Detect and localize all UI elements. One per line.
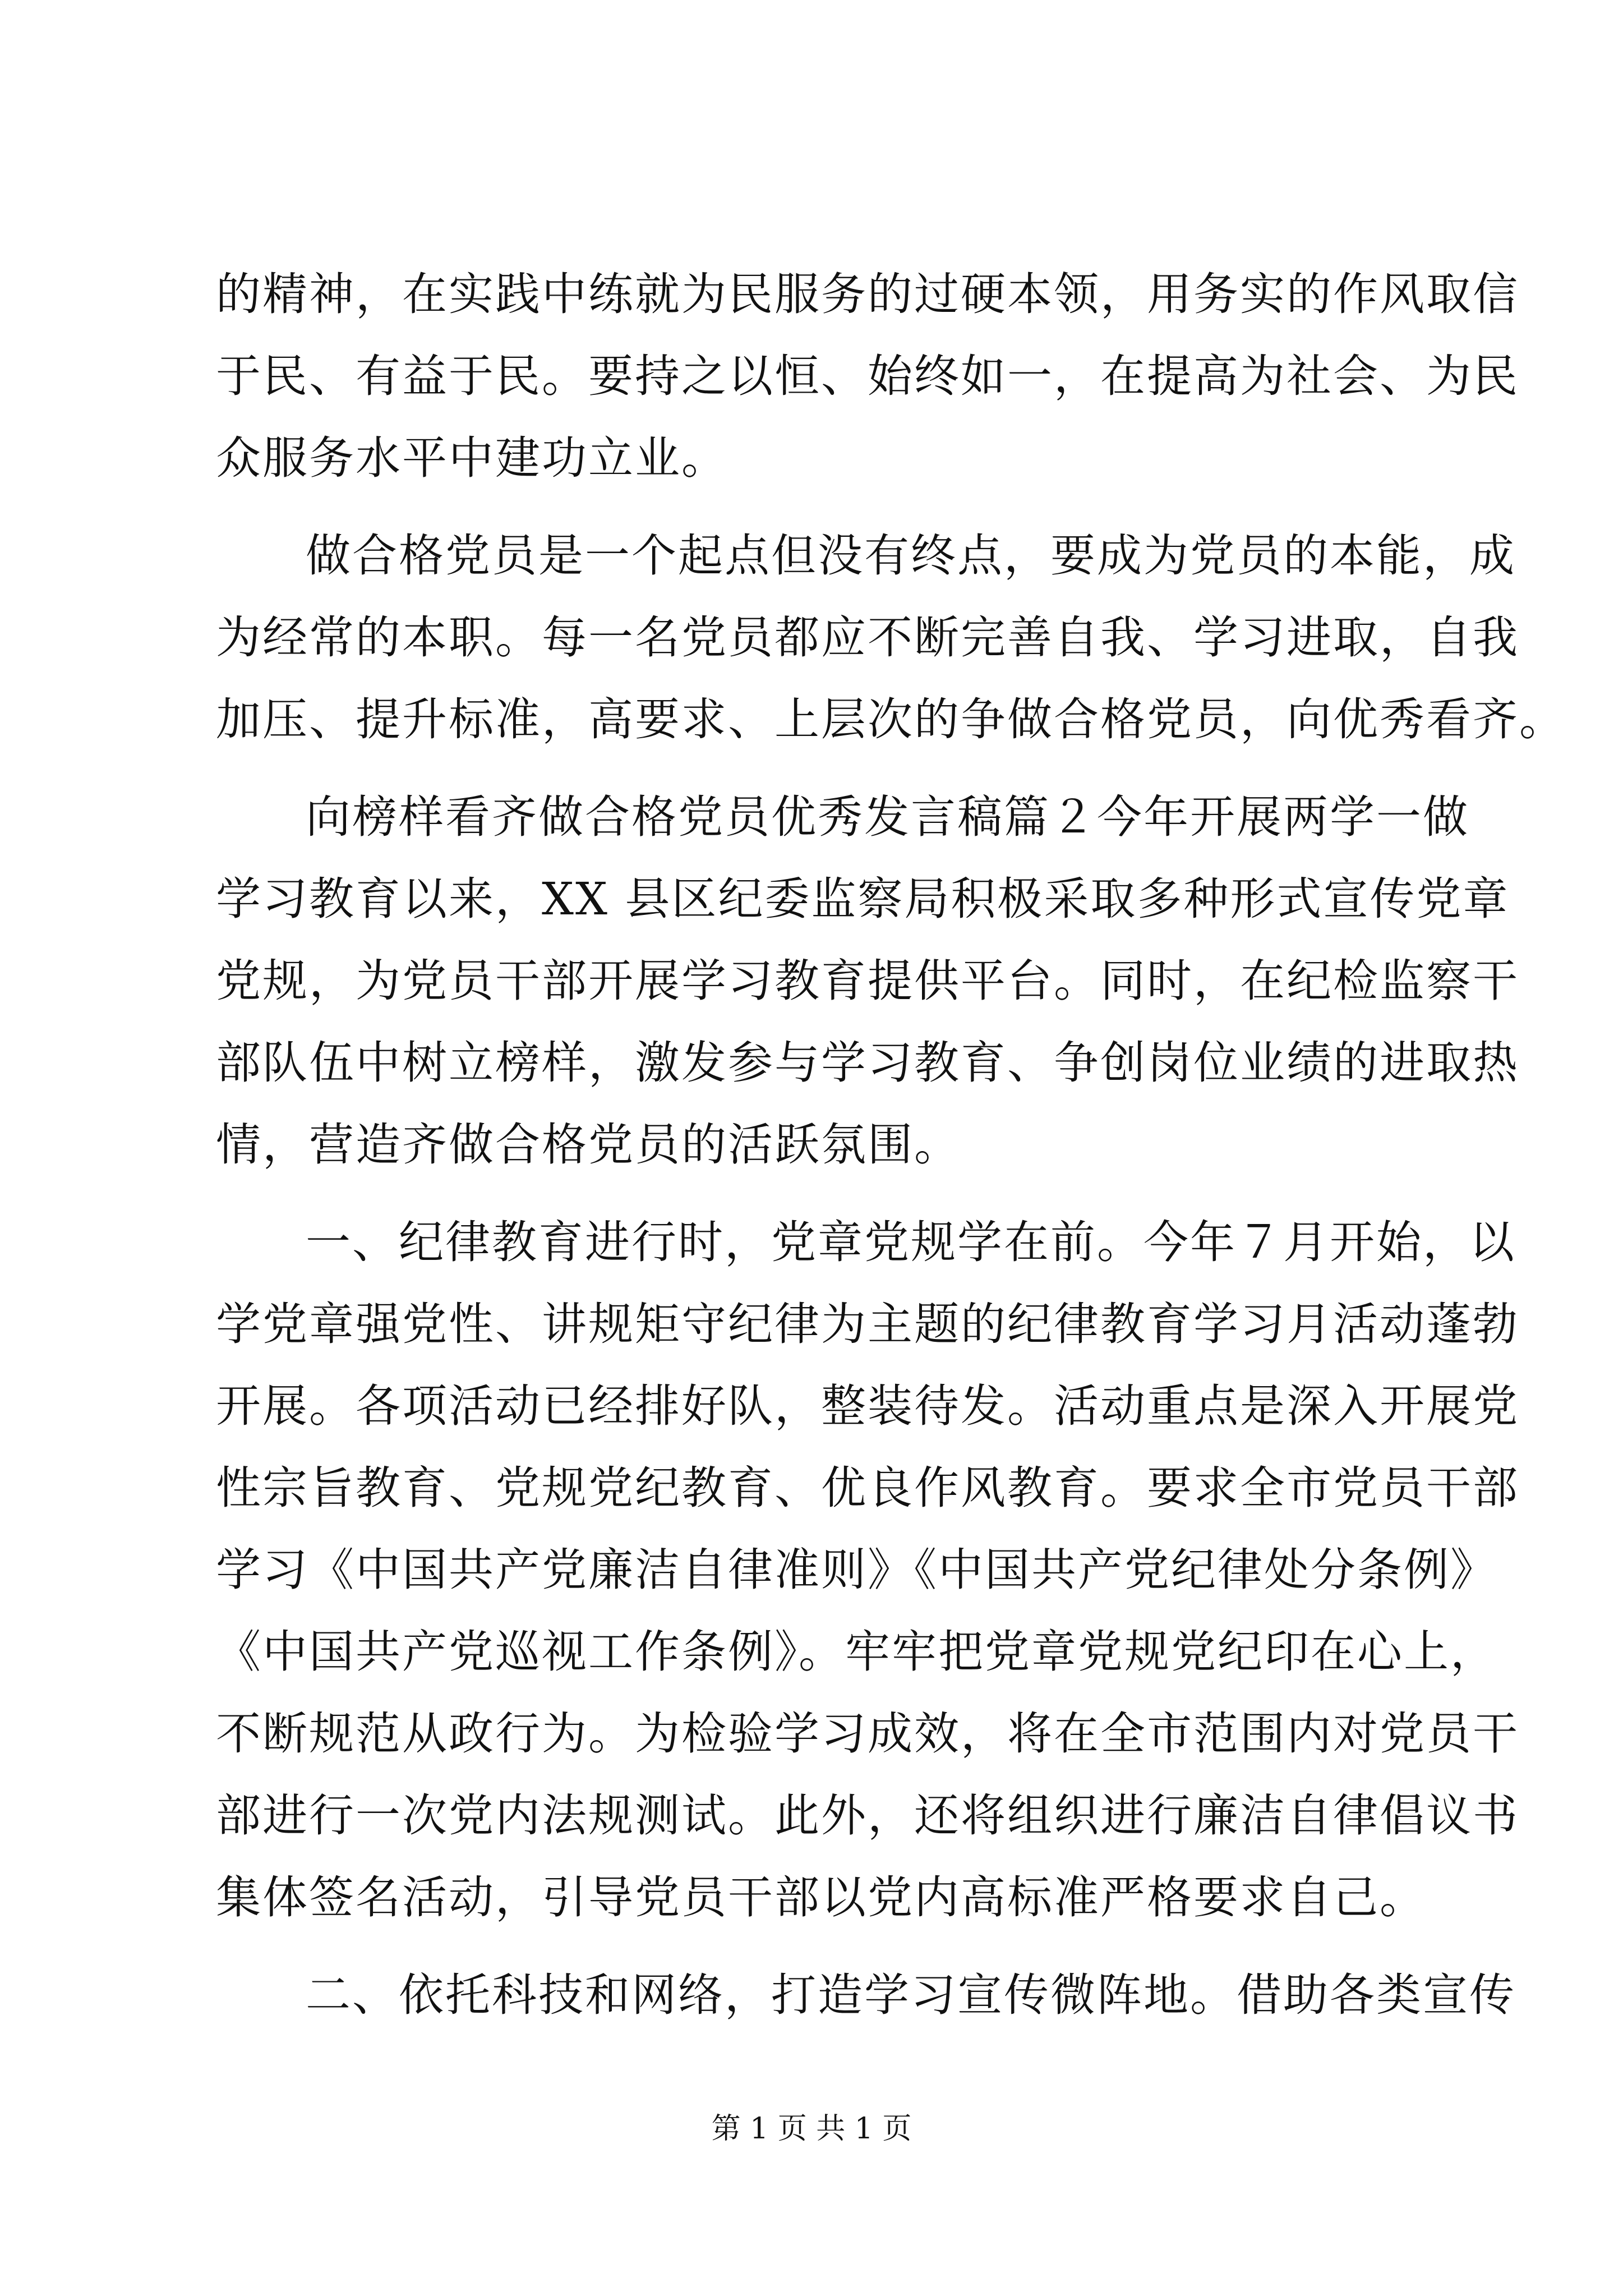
text-line: 于民、有益于民。要持之以恒、始终如一，在提高为社会、为民 — [216, 350, 1519, 402]
text-line: 性宗旨教育、党规党纪教育、优良作风教育。要求全市党员干部 — [216, 1462, 1519, 1514]
text-line: 学习《中国共产党廉洁自律准则》《中国共产党纪律处分条例》 — [216, 1544, 1497, 1596]
text-line: 部队伍中树立榜样，激发参与学习教育、争创岗位业绩的进取热 — [216, 1037, 1519, 1089]
page-footer: 第 1 页 共 1 页 — [711, 2112, 912, 2146]
paragraph-first-line: 向榜样看齐做合格党员优秀发言稿篇２今年开展两学一做 — [306, 791, 1469, 843]
text-line: 集体签名活动，引导党员干部以党内高标准严格要求自己。 — [216, 1871, 1426, 1924]
paragraph-first-line: 二、依托科技和网络，打造学习宣传微阵地。借助各类宣传 — [306, 1969, 1516, 2021]
text-line: 加压、提升标准，高要求、上层次的争做合格党员，向优秀看齐。 — [216, 693, 1566, 746]
paragraph-first-line: 一、纪律教育进行时，党章党规学在前。今年７月开始，以 — [306, 1216, 1516, 1268]
text-line: 开展。各项活动已经排好队，整装待发。活动重点是深入开展党 — [216, 1380, 1519, 1432]
text-line: 为经常的本职。每一名党员都应不断完善自我、学习进取，自我 — [216, 611, 1519, 664]
text-line: 的精神，在实践中练就为民服务的过硬本领，用务实的作风取信 — [216, 268, 1519, 320]
text-line: 众服务水平中建功立业。 — [216, 432, 728, 484]
text-line: 不断规范从政行为。为检验学习成效，将在全市范围内对党员干 — [216, 1708, 1519, 1760]
body-text — [216, 254, 1566, 2036]
paragraph-first-line: 做合格党员是一个起点但没有终点，要成为党员的本能，成 — [306, 530, 1516, 582]
text-line: 党规，为党员干部开展学习教育提供平台。同时，在纪检监察干 — [216, 955, 1519, 1007]
text-line: 《中国共产党巡视工作条例》。牢牢把党章党规党纪印在心上， — [216, 1626, 1497, 1678]
text-line: 学习教育以来，XX 县区纪委监察局积极采取多种形式宣传党章 — [216, 873, 1510, 925]
text-line: 学党章强党性、讲规矩守纪律为主题的纪律教育学习月活动蓬勃 — [216, 1298, 1519, 1350]
text-line: 部进行一次党内法规测试。此外，还将组织进行廉洁自律倡议书 — [216, 1789, 1519, 1842]
text-line: 情，营造齐做合格党员的活跃氛围。 — [216, 1119, 961, 1171]
